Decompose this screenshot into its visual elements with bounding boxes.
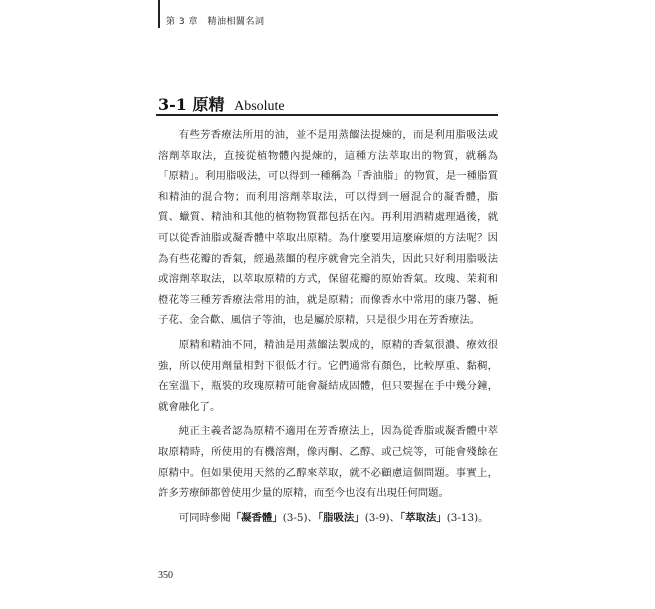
cross-reference-lead: 可同時參閱: [178, 511, 231, 524]
section-title-cjk: 原精: [192, 95, 225, 114]
running-head-rule: [158, 0, 160, 28]
section-title-latin: Absolute: [234, 99, 285, 114]
cross-reference-id-3: (3-13): [446, 511, 479, 524]
cross-reference-id-1: (3-5): [282, 511, 308, 524]
page-number: 350: [158, 570, 173, 581]
cross-reference-term-3: 「萃取法」: [399, 511, 447, 524]
cross-reference-separator-1: 、: [307, 511, 318, 524]
section-title: [158, 92, 285, 115]
section-number: 3-1: [158, 95, 187, 114]
cross-reference-term-1: 「凝香體」: [230, 511, 283, 524]
cross-reference-id-2: (3-9): [364, 511, 390, 524]
cross-reference-separator-2: 、: [389, 511, 400, 524]
body-text: [158, 125, 498, 528]
paragraph-3: 純正主義者認為原精不適用在芳香療法上，因為從香脂或凝香體中萃取原精時，所使用的有機溶劑，像丙酮、乙醇、或己烷等，可能會殘餘在原精中。但如果使用天然的乙醇來萃取，就不必顧慮這個問題。事實上，許多芳療師都曾使用少量的原精，而至今也沒有出現任何問題。: [158, 425, 498, 500]
paragraph-2: 原精和精油不同，精油是用蒸餾法製成的，原精的香氣很濃、療效很強，所以使用劑量相對下很低才行。它們通常有顏色，比較厚重、黏稠，在室溫下，瓶裝的玫瑰原精可能會凝結成固體，但只要握在手中幾分鐘，就會融化了。: [158, 338, 498, 413]
title-rule: [156, 114, 498, 116]
cross-reference-paragraph: [158, 508, 498, 529]
running-head: 第 3 章 精油相關名詞: [166, 17, 265, 27]
paragraph-1: 有些芳香療法所用的油，並不是用蒸餾法提煉的，而是利用脂吸法或溶劑萃取法，直接從植物體內提煉的，這種方法萃取出的物質，就稱為「原精」。利用脂吸法，可以得到一種稱為「香油脂」的物質，是一種脂質和精油的混合物；而利用溶劑萃取法，可以得到一層混合的凝香體，脂質、蠟質、精油和其他的植物物質都包括在內。再利用酒精處理過後，就可以從香油脂或凝香體中萃取出原精。為什麼要用這麼麻煩的方法呢？因為有些花瓣的香氣，經過蒸餾的程序就會完全消失，因此只好利用脂吸法或溶劑萃取法，以萃取原精的方式，保留花瓣的原始香氣。玫瑰、茉莉和橙花等三種芳香療法常用的油，就是原精；而像香水中常用的康乃馨、梔子花、金合歡、風信子等油，也是屬於原精，只是很少用在芳香療法。: [158, 129, 498, 327]
cross-reference-end: 。: [478, 511, 489, 524]
cross-reference-term-2: 「脂吸法」: [317, 511, 365, 524]
